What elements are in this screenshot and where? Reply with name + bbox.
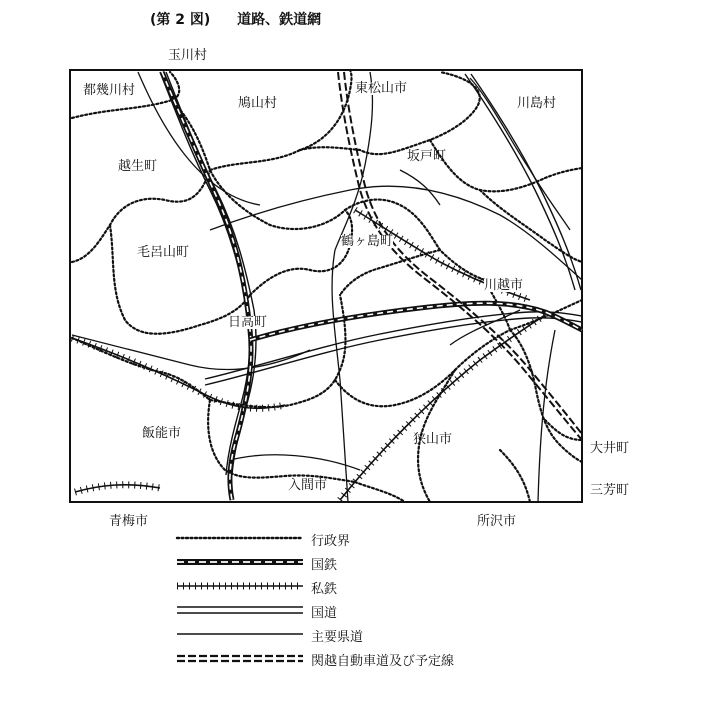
legend-label-expressway: 関越自動車道及び予定線 xyxy=(311,654,455,669)
legend-item-national xyxy=(175,600,495,620)
label-tamagawa: 玉川村 xyxy=(168,48,208,63)
legend-item-admin xyxy=(175,528,495,548)
label-tokorozawa: 所沢市 xyxy=(477,514,517,529)
label-hatoyama: 鳩山村 xyxy=(238,96,278,111)
label-tokigawa: 都幾川村 xyxy=(83,83,136,98)
figure-title xyxy=(150,13,321,27)
legend-item-pref xyxy=(175,624,495,644)
legend-symbol-national xyxy=(175,600,305,620)
label-sakado: 坂戸町 xyxy=(407,149,447,164)
legend-label-admin: 行政界 xyxy=(311,534,351,549)
label-moroyama: 毛呂山町 xyxy=(137,245,190,260)
legend-item-jnr xyxy=(175,552,495,572)
legend-symbol-admin xyxy=(175,528,305,548)
figure-number: (第 2 図) xyxy=(150,12,211,28)
label-kawajima: 川島村 xyxy=(517,96,557,111)
label-ome: 青梅市 xyxy=(109,514,149,529)
label-sayama: 狭山市 xyxy=(413,432,453,447)
national-roads xyxy=(160,72,582,475)
label-hanno: 飯能市 xyxy=(142,426,182,441)
label-ogose: 越生町 xyxy=(118,159,158,174)
label-ooi: 大井町 xyxy=(590,441,630,456)
label-tsurugashima: 鶴ヶ島町 xyxy=(341,234,394,249)
legend-label-jnr: 国鉄 xyxy=(311,558,338,573)
legend-label-private: 私鉄 xyxy=(311,582,338,597)
legend-symbol-expressway xyxy=(175,648,305,668)
legend-symbol-pref xyxy=(175,624,305,644)
label-miyoshi: 三芳町 xyxy=(590,483,630,498)
expressway xyxy=(338,72,582,440)
label-kawagoe: 川越市 xyxy=(484,278,524,293)
label-iruma: 入間市 xyxy=(288,478,328,493)
legend-item-expressway xyxy=(175,648,495,668)
legend-item-private xyxy=(175,576,495,596)
legend-symbol-private xyxy=(175,576,305,596)
label-higashimatsuyama: 東松山市 xyxy=(355,81,408,96)
figure-subject: 道路、鉄道網 xyxy=(237,12,322,28)
label-hidaka: 日高町 xyxy=(228,315,268,330)
legend-symbol-jnr xyxy=(175,552,305,572)
legend-label-pref: 主要県道 xyxy=(311,630,364,645)
legend-label-national: 国道 xyxy=(311,606,338,621)
